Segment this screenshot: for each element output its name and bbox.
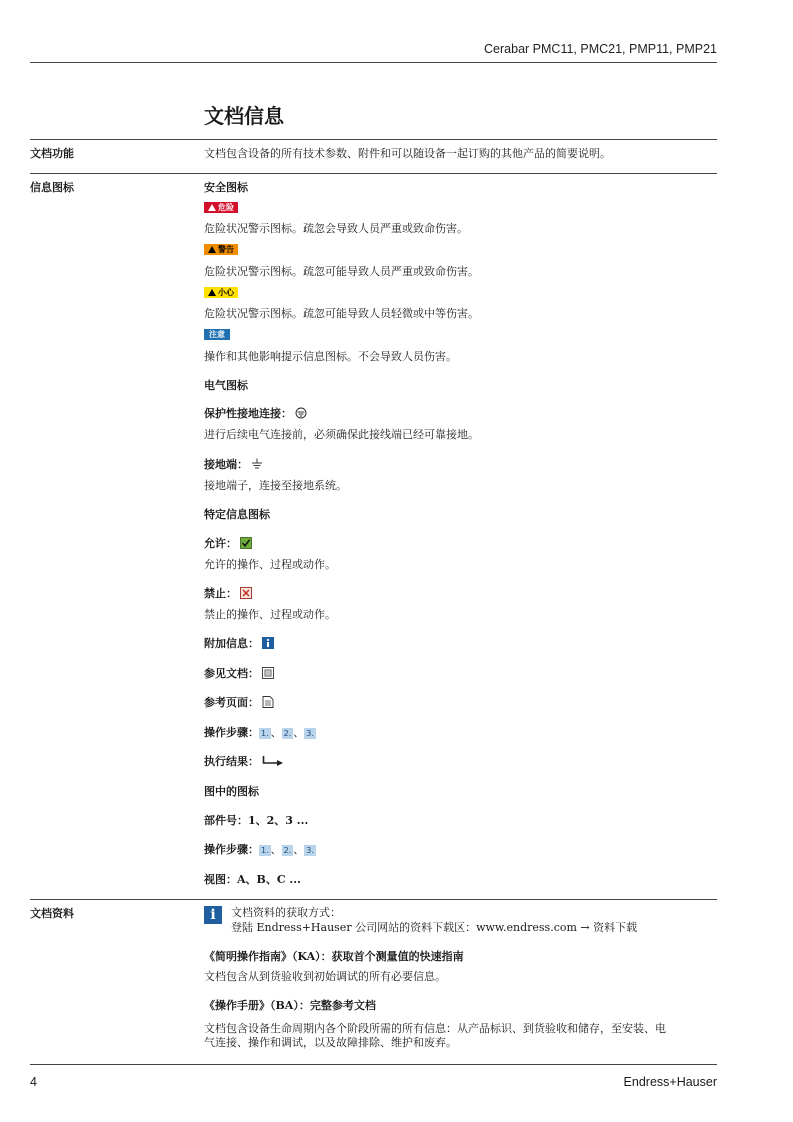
reference-document-icon bbox=[262, 667, 274, 679]
caution-text: 危险状况警示图标。疏忽可能导致人员轻微或中等伤害。 bbox=[204, 307, 479, 320]
reference-page-icon bbox=[262, 696, 274, 708]
notice-text: 操作和其他影响提示信息图标。不会导致人员伤害。 bbox=[204, 350, 457, 363]
info-icon bbox=[262, 637, 274, 649]
caution-badge: 小心 bbox=[204, 285, 238, 298]
ground-row: 接地端： bbox=[204, 456, 263, 472]
step-number-badge: 2. bbox=[283, 729, 292, 738]
protective-earth-row: 保护性接地连接： bbox=[204, 405, 307, 421]
warning-badge: 警告 bbox=[204, 242, 238, 255]
divider bbox=[30, 899, 717, 900]
download-info-line1: 文档资料的获取方式： bbox=[231, 906, 341, 919]
ba-heading: 《操作手册》（BA）：完整参考文档 bbox=[204, 999, 376, 1012]
warning-text: 危险状况警示图标。疏忽可能导致人员严重或致命伤害。 bbox=[204, 265, 479, 278]
running-header: Cerabar PMC11, PMC21, PMP11, PMP21 bbox=[484, 42, 717, 56]
graphic-icons-heading: 图中的图标 bbox=[204, 785, 259, 798]
safety-icons-heading: 安全图标 bbox=[204, 181, 248, 194]
notice-badge: 注意 bbox=[204, 327, 230, 340]
footer-rule bbox=[30, 1064, 717, 1065]
download-info-line2: 登陆 Endress+Hauser 公司网站的资料下载区：www.endress.com → 资料下载 bbox=[231, 921, 638, 934]
reference-document-row: 参见文档： bbox=[204, 665, 274, 681]
tip-row: 附加信息： bbox=[204, 635, 274, 651]
divider bbox=[30, 139, 717, 140]
item-numbers: 部件号：1、2、3 ... bbox=[204, 814, 309, 827]
checkmark-icon bbox=[240, 537, 252, 549]
warning-triangle-icon bbox=[208, 204, 216, 211]
result-row: 执行结果： bbox=[204, 753, 284, 769]
brand-name: Endress+Hauser bbox=[623, 1075, 717, 1089]
section-label-info-icons: 信息图标 bbox=[30, 181, 74, 194]
specific-icons-heading: 特定信息图标 bbox=[204, 508, 270, 521]
permitted-row: 允许： bbox=[204, 535, 252, 551]
danger-text: 危险状况警示图标。疏忽会导致人员严重或致命伤害。 bbox=[204, 222, 468, 235]
doc-function-text: 文档包含设备的所有技术参数、附件和可以随设备一起订购的其他产品的简要说明。 bbox=[204, 147, 611, 160]
warning-triangle-icon bbox=[208, 289, 216, 296]
header-rule bbox=[30, 62, 717, 63]
step-number-badge: 1. bbox=[261, 846, 269, 855]
step-number-badge: 3. bbox=[306, 729, 314, 738]
result-arrow-icon bbox=[262, 755, 284, 767]
views: 视图：A、B、C ... bbox=[204, 873, 301, 886]
page-title: 文档信息 bbox=[204, 104, 284, 128]
ba-text-line2: 气连接、操作和调试，以及故障排除、维护和废弃。 bbox=[204, 1036, 457, 1049]
ka-heading: 《简明操作指南》（KA）：获取首个测量值的快速指南 bbox=[204, 950, 464, 963]
forbidden-text: 禁止的操作、过程或动作。 bbox=[204, 608, 336, 621]
section-label-doc-function: 文档功能 bbox=[30, 147, 74, 160]
section-label-documentation: 文档资料 bbox=[30, 907, 74, 920]
divider bbox=[30, 173, 717, 174]
ba-text-line1: 文档包含设备生命周期内各个阶段所需的所有信息：从产品标识、到货验收和储存，至安装、电 bbox=[204, 1022, 666, 1035]
warning-triangle-icon bbox=[208, 246, 216, 253]
permitted-text: 允许的操作、过程或动作。 bbox=[204, 558, 336, 571]
protective-earth-icon bbox=[295, 407, 307, 419]
page-number: 4 bbox=[30, 1075, 37, 1089]
graphic-steps-row: 操作步骤： 1. 、 2. 、 3. bbox=[204, 843, 314, 856]
ka-text: 文档包含从到货验收到初始调试的所有必要信息。 bbox=[204, 970, 446, 983]
danger-badge: 危险 bbox=[204, 200, 238, 213]
ground-icon bbox=[251, 458, 263, 470]
forbidden-x-icon bbox=[240, 587, 252, 599]
step-number-badge: 1. bbox=[261, 729, 269, 738]
forbidden-row: 禁止： bbox=[204, 585, 252, 601]
step-number-badge: 2. bbox=[283, 846, 292, 855]
protective-earth-text: 进行后续电气连接前，必须确保此接线端已经可靠接地。 bbox=[204, 428, 479, 441]
reference-page-row: 参考页面： bbox=[204, 694, 274, 710]
electrical-icons-heading: 电气图标 bbox=[204, 379, 248, 392]
procedure-steps-row: 操作步骤： 1. 、 2. 、 3. bbox=[204, 726, 314, 739]
info-icon: i bbox=[204, 906, 222, 924]
ground-text: 接地端子，连接至接地系统。 bbox=[204, 479, 347, 492]
step-number-badge: 3. bbox=[306, 846, 314, 855]
